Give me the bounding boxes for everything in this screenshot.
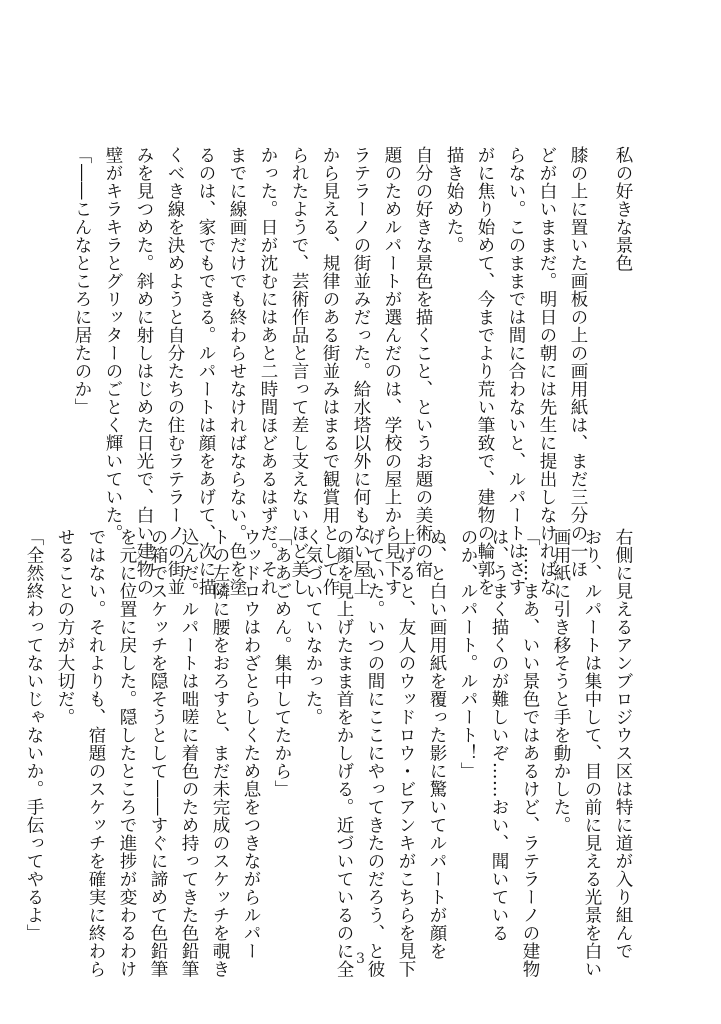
text-line: るのは、家でもできる。ルパートは顔をあげて、次に描 xyxy=(196,146,216,596)
text-line: ではない。それよりも、宿題のスケッチを確実に終わら xyxy=(86,528,106,978)
text-line: みを見つめた。斜めに射しはじめた日光で、白い建物の xyxy=(134,146,154,596)
text-line: く気づいていなかった。 xyxy=(303,528,323,726)
page-number: 3 xyxy=(356,951,365,967)
text-line: までに線画だけでも終わらせなければならない。色を塗 xyxy=(227,146,247,596)
text-line: 画用紙に引き移そうと手を動かした。 xyxy=(551,528,571,834)
dialogue-line: 「……まあ、いい景色ではあるけど、ラテラーノの建物 xyxy=(520,528,540,978)
lower-text-block xyxy=(24,528,638,978)
text-line: どが白いままだ。明日の朝には先生に提出しなければな xyxy=(537,146,557,596)
text-line: 右側に見えるアンブロジウス区は特に道が入り組んで xyxy=(613,528,633,960)
text-line: 上げると、友人のウッドロウ・ビアンキがこちらを見下 xyxy=(396,528,416,978)
text-line: トの左隣に腰をおろすと、まだ未完成のスケッチを覗き xyxy=(210,528,230,978)
upper-text-block xyxy=(72,146,638,596)
text-line: の顔を見上げたまま首をかしげる。近づいているのに全 xyxy=(334,528,354,978)
text-line: ウッドロウはわざとらしくため息をつきながらルパー xyxy=(241,528,261,960)
dialogue-line: は、うまく描くのが難しいぞ……おい、聞いている xyxy=(489,528,509,942)
text-line: らない。このままでは間に合わないと、ルパートはさす xyxy=(506,146,526,596)
text-line: から見える、規律のある街並みはまるで観賞用として作 xyxy=(320,146,340,596)
dialogue-line: のか、ルパート。ルパート！」 xyxy=(458,528,478,780)
text-line: 自分の好きな景色を描くこと、というお題の美術の宿 xyxy=(413,146,433,578)
dialogue-line: 「――こんなところに居たのか」 xyxy=(72,146,92,416)
text-line: 題のためルパートが選んだのは、学校の屋上から見下す xyxy=(382,146,402,596)
text-line: 膝の上に置いた画板の上の画用紙は、まだ三分の一ほ xyxy=(568,146,588,578)
text-line: ぬ、と白い画用紙を覆った影に驚いてルパートが顔を xyxy=(427,528,447,960)
text-line: かった。日が沈むにはあと二時間ほどあるはずだ。それ xyxy=(258,146,278,596)
text-line: げていた。いつの間にここにやってきたのだろう、と彼 xyxy=(365,528,385,978)
text-line: おり、ルパートは集中して、目の前に見える光景を白い xyxy=(582,528,602,978)
text-line: せることの方が大切だ。 xyxy=(55,528,75,726)
text-line: られたようで、芸術作品と言って差し支えないほど美し xyxy=(289,146,309,596)
dialogue-line: 「ああごめん。集中してたから」 xyxy=(272,528,292,798)
text-line: の箱でスケッチを隠そうとして――すぐに諦めて色鉛筆 xyxy=(148,528,168,978)
text-line: を元に位置に戻した。隠したところで進捗が変わるわけ xyxy=(117,528,137,978)
dialogue-line: 「全然終わってないじゃないか。手伝ってやるよ」 xyxy=(24,528,44,942)
text-line: がに焦り始めて、今までより荒い筆致で、建物の輪郭を xyxy=(475,146,495,596)
story-title: 私の好きな景色 xyxy=(613,146,633,272)
text-line: 壁がキラキラとグリッターのごとく輝いていた。 xyxy=(103,146,123,542)
text-line: 描き始めた。 xyxy=(444,146,464,254)
text-line: くべき線を決めようと自分たちの住むラテラーノの街並 xyxy=(165,146,185,596)
text-line: ラテラーノの街並みだった。給水塔以外に何もない屋上 xyxy=(351,146,371,596)
text-line: 込んだ。ルパートは咄嗟に着色のため持ってきた色鉛筆 xyxy=(179,528,199,978)
